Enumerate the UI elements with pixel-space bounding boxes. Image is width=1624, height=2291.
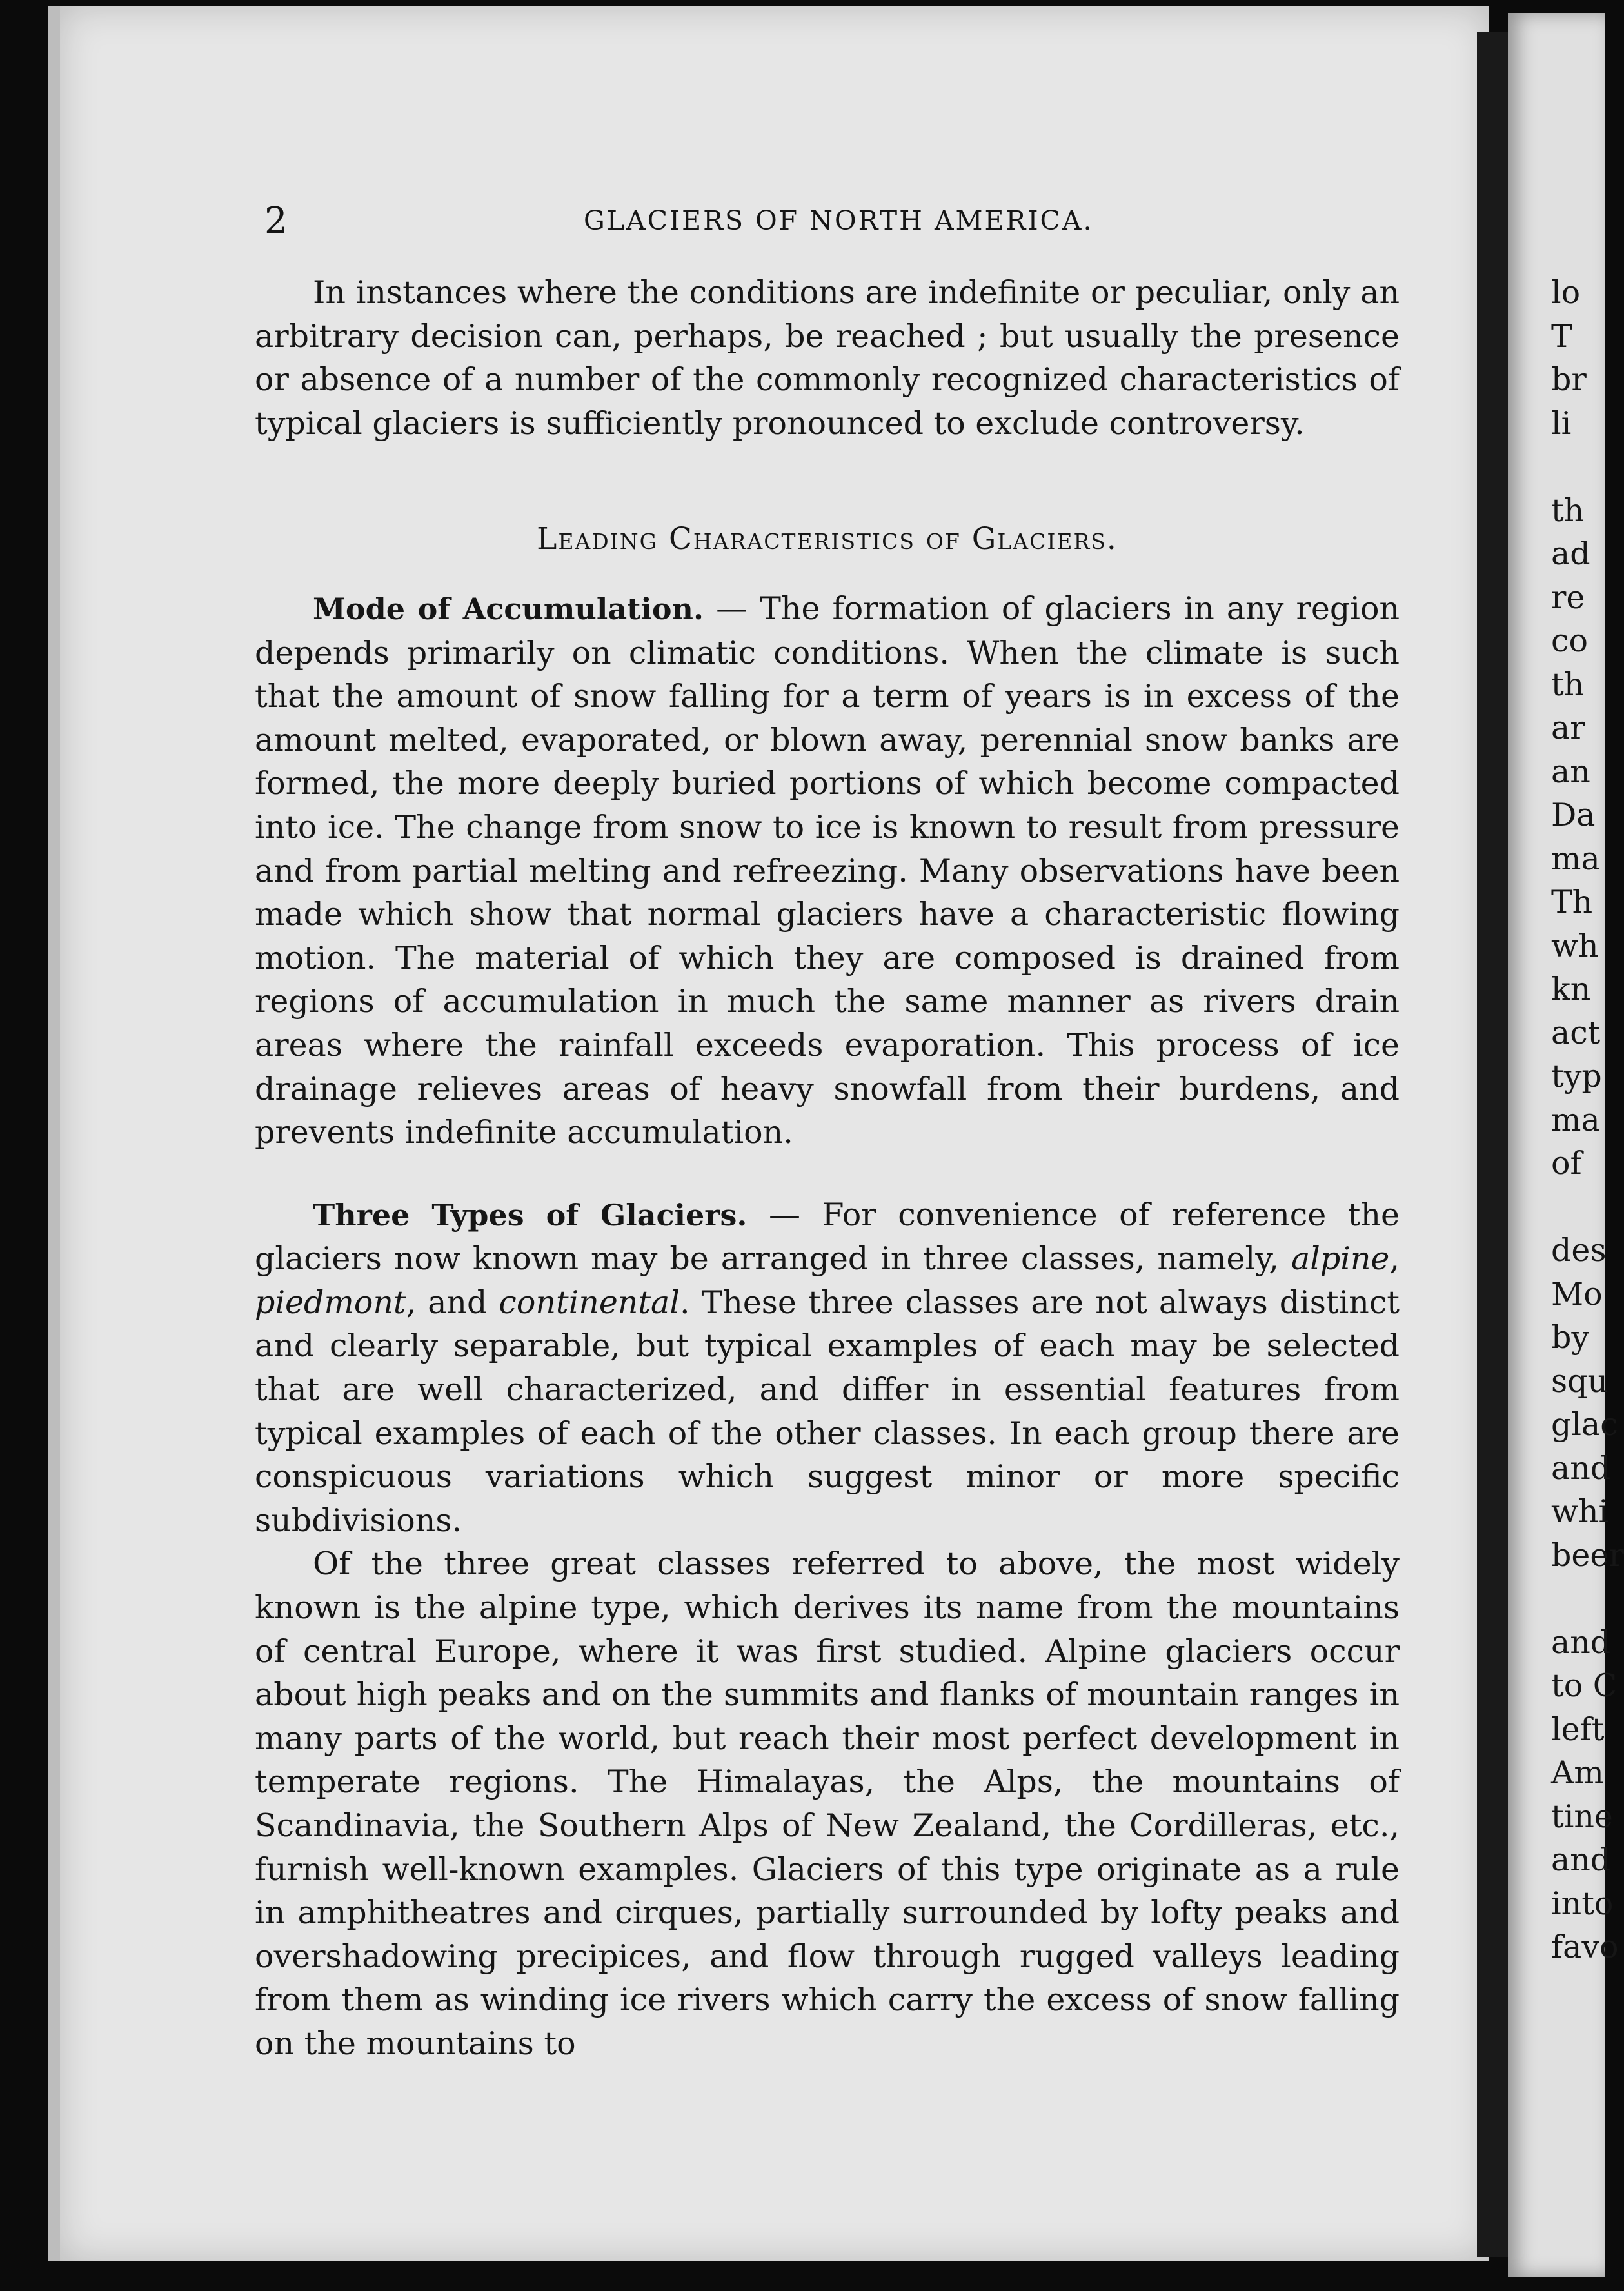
facing-line: act xyxy=(1551,1014,1601,1051)
facing-line: tine xyxy=(1551,1798,1613,1835)
facing-line: favo xyxy=(1551,1929,1619,1965)
facing-line: typ xyxy=(1551,1058,1602,1095)
facing-line: co xyxy=(1551,622,1588,659)
facing-line: re xyxy=(1551,579,1585,616)
three-types-comma-1: , xyxy=(1389,1240,1400,1278)
facing-line: whi xyxy=(1551,1493,1609,1530)
section-heading: Leading Characteristics of Glaciers. xyxy=(537,521,1118,557)
facing-line: lo xyxy=(1551,274,1581,311)
facing-line: and xyxy=(1551,1623,1611,1661)
facing-line: by xyxy=(1551,1319,1590,1356)
facing-line: Am xyxy=(1551,1754,1604,1791)
facing-line: to C xyxy=(1551,1667,1618,1704)
facing-line: kn xyxy=(1551,971,1591,1007)
facing-line: T xyxy=(1551,317,1572,355)
facing-line-gap xyxy=(1551,1185,1624,1229)
facing-line: ma xyxy=(1551,840,1600,877)
facing-line: an xyxy=(1551,753,1590,790)
term-piedmont: piedmont xyxy=(255,1284,406,1321)
three-types-text-1: For convenience of reference the glaciers now known may be arranged in three classes, namely, xyxy=(255,1196,1400,1278)
three-types-paragraph xyxy=(255,1193,1400,1543)
three-types-heading: Three Types of Glaciers. xyxy=(313,1197,748,1233)
facing-line: th xyxy=(1551,491,1585,529)
facing-line: and xyxy=(1551,1449,1611,1487)
three-types-comma-2: , and xyxy=(406,1284,499,1321)
facing-line: of xyxy=(1551,1145,1582,1182)
facing-line: squ xyxy=(1551,1362,1609,1400)
mode-of-accumulation-text: The formation of glaciers in any region depends primarily on climatic conditions. When the climate is such that the amount of snow falling for a term of years is in excess of the amount melted, evaporated, or blown away, perennial snow banks are formed, the more deeply buried portions of which become compacted into ice. The change from snow to ice is known to result from pressure and from partial melting and refreezing. Many observations have been made which show that normal glaciers have a characteristic flowing motion. The material of which they are composed is drained from regions of accumulation in much the same manner as rivers drain areas where the rainfall exceeds evaporation. This process of ice drainage relieves areas of heavy snowfall from their burdens, and prevents indefinite accumulation. xyxy=(255,590,1400,1151)
mode-of-accumulation-paragraph xyxy=(255,587,1400,1155)
facing-line: des xyxy=(1551,1232,1607,1269)
mode-dash: — xyxy=(704,590,760,627)
facing-page-text xyxy=(1551,271,1624,1969)
facing-line: br xyxy=(1551,361,1587,398)
facing-line-gap xyxy=(1551,1577,1624,1621)
facing-line: into xyxy=(1551,1885,1614,1922)
facing-line: and xyxy=(1551,1841,1611,1878)
page-number: 2 xyxy=(264,200,288,242)
facing-line: ar xyxy=(1551,709,1585,746)
three-types-text-2: . These three classes are not always distinct and clearly separable, but typical examples of each may be selected that are well characterized, and differ in essential features from typical examples of each of the other classes. In each group there are conspicuous variations which suggest minor or more specific subdivisions. xyxy=(255,1284,1400,1539)
facing-line: Da xyxy=(1551,797,1596,833)
facing-line: left xyxy=(1551,1711,1605,1748)
facing-line: th xyxy=(1551,666,1585,703)
page-gutter xyxy=(1477,32,1508,2257)
intro-paragraph: In instances where the conditions are indefinite or peculiar, only an arbitrary decision can, perhaps, be reached ; but usually the presence or absence of a number of the commonly recognized characteristics of typical glaciers is sufficiently pronounced to exclude controversy. xyxy=(255,274,1400,442)
facing-line: ad xyxy=(1551,535,1590,572)
facing-line: Mo xyxy=(1551,1275,1603,1313)
running-title: GLACIERS OF NORTH AMERICA. xyxy=(584,205,1094,236)
facing-line: beer xyxy=(1551,1536,1624,1574)
running-head xyxy=(264,200,1309,242)
facing-line: ma xyxy=(1551,1101,1600,1138)
term-continental: continental xyxy=(499,1284,680,1321)
facing-line: glac xyxy=(1551,1406,1618,1443)
facing-line: Th xyxy=(1551,884,1593,920)
body-text xyxy=(255,271,1400,2066)
alpine-type-paragraph: Of the three great classes referred to above, the most widely known is the alpine type, which derives its name from the mountains of central Europe, where it was first studied. Alpine glaciers occur about high peaks and on the summits and flanks of mountain ranges in many parts of the world, but reach their most perfect development in temperate regions. The Himalayas, the Alps, the mountains of Scandinavia, the Southern Alps of New Zealand, the Cordilleras, etc., furnish well-known examples. Glaciers of this type originate as a rule in amphitheatres and cirques, partially surrounded by lofty peaks and overshadowing precipices, and flow through rugged valleys leading from them as winding ice rivers which carry the excess of snow falling on the mountains to xyxy=(255,1545,1400,2062)
mode-of-accumulation-heading: Mode of Accumulation. xyxy=(313,591,704,626)
facing-line-gap xyxy=(1551,445,1624,489)
term-alpine: alpine xyxy=(1291,1240,1390,1278)
facing-line: wh xyxy=(1551,927,1599,964)
three-types-dash: — xyxy=(747,1196,822,1233)
facing-line: li xyxy=(1551,404,1572,442)
